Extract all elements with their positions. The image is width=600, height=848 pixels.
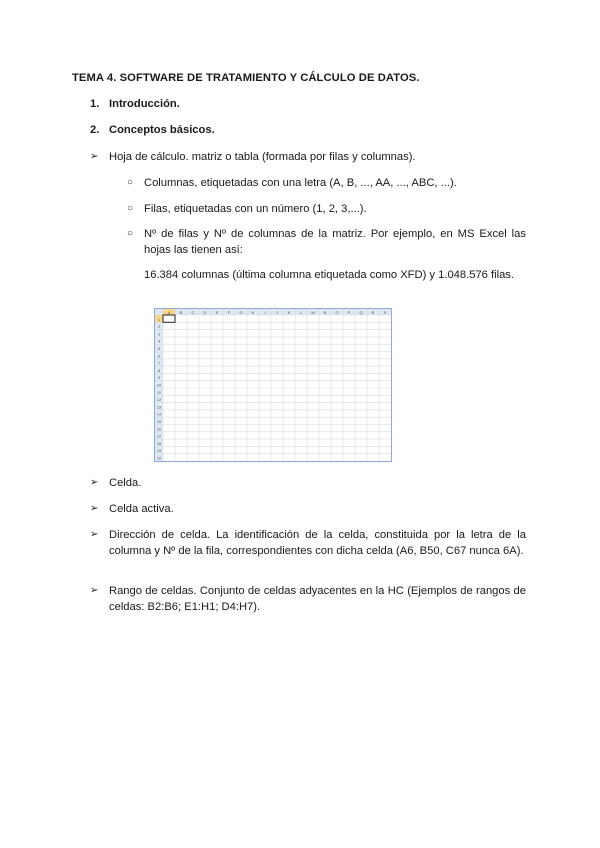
column-label: O bbox=[335, 309, 339, 315]
sub-bullet-text: Filas, etiquetadas con un número (1, 2, 3,...). bbox=[144, 203, 367, 215]
column-label: P bbox=[347, 309, 351, 315]
circle-bullet-icon: ○ bbox=[127, 228, 134, 239]
excel-size-paragraph: 16.384 columnas (última columna etiquetada como XFD) y 1.048.576 filas. bbox=[144, 269, 515, 281]
row-label: 3 bbox=[157, 332, 161, 337]
row-label: 19 bbox=[156, 449, 162, 454]
row-label: 14 bbox=[156, 412, 162, 417]
arrow-bullet-icon: ➢ bbox=[90, 585, 99, 596]
column-label: F bbox=[227, 309, 231, 315]
arrow-bullet-icon: ➢ bbox=[90, 151, 99, 162]
circle-bullet-icon: ○ bbox=[127, 203, 134, 214]
column-label: R bbox=[371, 309, 375, 315]
sub-bullet-filas bbox=[127, 201, 526, 217]
column-label: S bbox=[383, 309, 387, 315]
active-cell bbox=[163, 315, 175, 322]
row-label: 10 bbox=[156, 383, 162, 388]
bullet-direccion-de-celda bbox=[90, 527, 526, 559]
bullet-hoja-de-calculo bbox=[90, 149, 526, 165]
circle-bullet-icon: ○ bbox=[127, 177, 134, 188]
row-label: 2 bbox=[157, 325, 161, 330]
item-text: Conceptos básicos. bbox=[109, 124, 215, 136]
row-label: 20 bbox=[156, 456, 162, 461]
column-label: A bbox=[167, 309, 171, 315]
row-label: 6 bbox=[157, 354, 161, 359]
arrow-bullet-icon: ➢ bbox=[90, 503, 99, 514]
bullet-rango-de-celdas bbox=[90, 583, 526, 615]
row-label: 18 bbox=[156, 441, 162, 446]
column-label: H bbox=[251, 309, 255, 315]
column-label: K bbox=[287, 309, 291, 315]
item-number: 1. bbox=[90, 98, 100, 110]
row-label: 15 bbox=[156, 420, 162, 424]
bullet-text: Dirección de celda. La identificación de la celda, constituida por la letra de la columna y Nº de la fila, correspondientes con dicha celda (A6, B50, C67 nunca 6A). bbox=[109, 529, 526, 557]
row-label: 7 bbox=[157, 361, 161, 366]
row-label: 4 bbox=[157, 339, 161, 344]
document-title: TEMA 4. SOFTWARE DE TRATAMIENTO Y CÁLCULO DE DATOS. bbox=[72, 72, 420, 84]
sub-bullet-text: Nº de filas y Nº de columnas de la matriz. Por ejemplo, en MS Excel las hojas las tienen así: bbox=[144, 228, 526, 256]
row-label: 17 bbox=[156, 434, 162, 439]
row-label: 11 bbox=[157, 390, 161, 395]
column-label: C bbox=[191, 309, 195, 315]
row-label: 1 bbox=[157, 317, 161, 322]
row-label: 16 bbox=[156, 427, 162, 432]
row-label: 9 bbox=[157, 376, 161, 381]
row-label: 8 bbox=[157, 368, 161, 373]
column-label: N bbox=[323, 309, 327, 315]
column-label: L bbox=[299, 309, 303, 315]
column-label: M bbox=[311, 309, 315, 315]
sub-bullet-matriz bbox=[127, 226, 526, 258]
row-label: 5 bbox=[157, 347, 161, 351]
spreadsheet-grid bbox=[155, 309, 391, 461]
column-label: D bbox=[203, 309, 207, 315]
sub-bullet-columnas bbox=[127, 175, 526, 191]
column-label: I bbox=[264, 309, 266, 315]
column-header-bar bbox=[155, 309, 391, 315]
arrow-bullet-icon: ➢ bbox=[90, 529, 99, 540]
item-number: 2. bbox=[90, 124, 100, 136]
bullet-text: Rango de celdas. Conjunto de celdas adyacentes en la HC (Ejemplos de rangos de celdas: B2:B6; E1:H1; D4:H7). bbox=[109, 585, 526, 613]
column-label: B bbox=[179, 309, 183, 315]
bullet-celda bbox=[90, 475, 526, 491]
column-label: J bbox=[276, 309, 278, 315]
column-label: E bbox=[215, 309, 219, 315]
arrow-bullet-icon: ➢ bbox=[90, 477, 99, 488]
item-text: Introducción. bbox=[109, 98, 180, 110]
column-label: Q bbox=[359, 309, 363, 315]
bullet-text: Celda. bbox=[109, 477, 142, 489]
sub-bullet-text: Columnas, etiquetadas con una letra (A, B, ..., AA, ..., ABC, ...). bbox=[144, 177, 457, 189]
row-label: 13 bbox=[156, 405, 162, 410]
row-label: 12 bbox=[156, 398, 162, 403]
bullet-text: Celda activa. bbox=[109, 503, 174, 515]
bullet-text: Hoja de cálculo. matriz o tabla (formada por filas y columnas). bbox=[109, 151, 416, 163]
spreadsheet-image bbox=[154, 308, 392, 462]
column-label: G bbox=[239, 309, 243, 315]
bullet-celda-activa bbox=[90, 501, 526, 517]
